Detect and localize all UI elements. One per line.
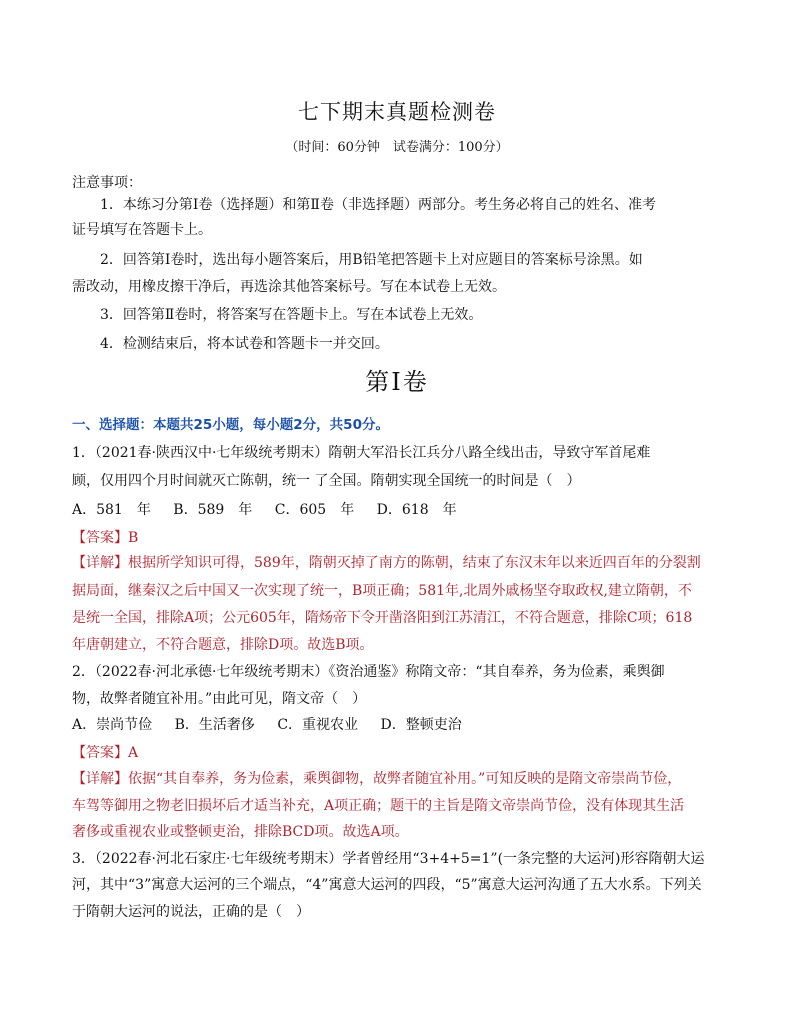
q1-detail-line-1: 【详解】根据所学知识可得，589年，隋朝灭掉了南方的陈朝，结束了东汉末年以来近四百年的分裂割 [72, 555, 701, 571]
exam-info: （时间：60分钟 试卷满分：100分） [285, 140, 509, 155]
q1-option-c: C．605 年 [274, 502, 355, 518]
q2-option-a: A．崇尚节俭 [72, 717, 153, 733]
q3-stem-line-2: 河，其中“3”寓意大运河的三个端点，“4”寓意大运河的四段，“5”寓意大运河沟通了五大水系。下列关 [72, 877, 702, 893]
q1-detail-line-3: 是统一全国，排除A项；公元605年，隋炀帝下令开凿洛阳到江苏清江，不符合题意，排除C项；618 [72, 610, 693, 626]
part-heading: 一、选择题：本题共25小题，每小题2分，共50分。 [72, 417, 389, 433]
note-1-line-1: 1．本练习分第Ⅰ卷（选择题）和第Ⅱ卷（非选择题）两部分。考生务必将自己的姓名、准考 [100, 197, 656, 213]
page-title: 七下期末真题检测卷 [298, 100, 496, 124]
q1-option-d: D．618 年 [376, 502, 457, 518]
q1-detail-line-2: 据局面，继秦汉之后中国又一次实现了统一，B项正确；581年,北周外戚杨坚夺取政权,建立隋朝，不 [72, 583, 692, 599]
q2-answer: 【答案】A [72, 745, 139, 761]
q1-answer: 【答案】B [72, 530, 139, 546]
q2-detail-line-1: 【详解】依据“其自奉养，务为俭素，乘舆御物，故弊者随宜补用。”可知反映的是隋文帝崇尚节俭， [72, 771, 682, 787]
note-2-line-1: 2．回答第Ⅰ卷时，选出每小题答案后，用B铅笔把答题卡上对应题目的答案标号涂黑。如 [100, 252, 643, 268]
q1-option-a: A．581 年 [72, 502, 151, 518]
note-3: 3．回答第Ⅱ卷时，将答案写在答题卡上。写在本试卷上无效。 [100, 307, 483, 323]
note-4: 4．检测结束后，将本试卷和答题卡一并交回。 [100, 336, 389, 352]
q1-options [72, 499, 722, 519]
q1-stem-line-2: 顾，仅用四个月时间就灭亡陈朝，统一 了全国。隋朝实现全国统一的时间是（ ） [72, 473, 581, 489]
q3-stem-line-3: 于隋朝大运河的说法，正确的是（ ） [72, 904, 310, 920]
q1-stem-line-1: 1．（2021春·陕西汉中·七年级统考期末）隋朝大军沿长江兵分八路全线出击，导致守军首尾难 [72, 445, 651, 461]
note-2-line-2: 需改动，用橡皮擦干净后，再选涂其他答案标号。写在本试卷上无效。 [72, 279, 506, 295]
q2-stem-line-2: 物，故弊者随宜补用。”由此可见，隋文帝（ ） [72, 691, 367, 707]
q2-detail-line-2: 车驾等御用之物老旧损坏后才适当补充，A项正确；题干的主旨是隋文帝崇尚节俭，没有体现其生活 [72, 798, 685, 814]
q2-options [72, 714, 722, 734]
note-1-line-2: 证号填写在答题卡上。 [72, 222, 212, 238]
q1-option-b: B．589 年 [173, 502, 253, 518]
q2-stem-line-1: 2．（2022春·河北承德·七年级统考期末）《资治通鉴》称隋文帝：“其自奉养，务为俭素，乘舆御 [72, 664, 665, 680]
q3-stem-line-1: 3．（2022春·河北石家庄·七年级统考期末）学者曾经用“3+4+5=1”(一条完整的大运河)形容隋朝大运 [72, 851, 705, 867]
q1-detail-line-4: 年唐朝建立，不符合题意，排除D项。故选B项。 [72, 637, 374, 653]
q2-detail-line-3: 奢侈或重视农业或整顿吏治，排除BCD项。故选A项。 [72, 824, 409, 840]
section-title: 第Ⅰ卷 [365, 368, 429, 396]
q2-option-c: C．重视农业 [277, 717, 359, 733]
q2-option-b: B．生活奢侈 [174, 717, 255, 733]
notes-heading: 注意事项： [72, 175, 142, 191]
q2-option-d: D．整顿吏治 [380, 717, 462, 733]
